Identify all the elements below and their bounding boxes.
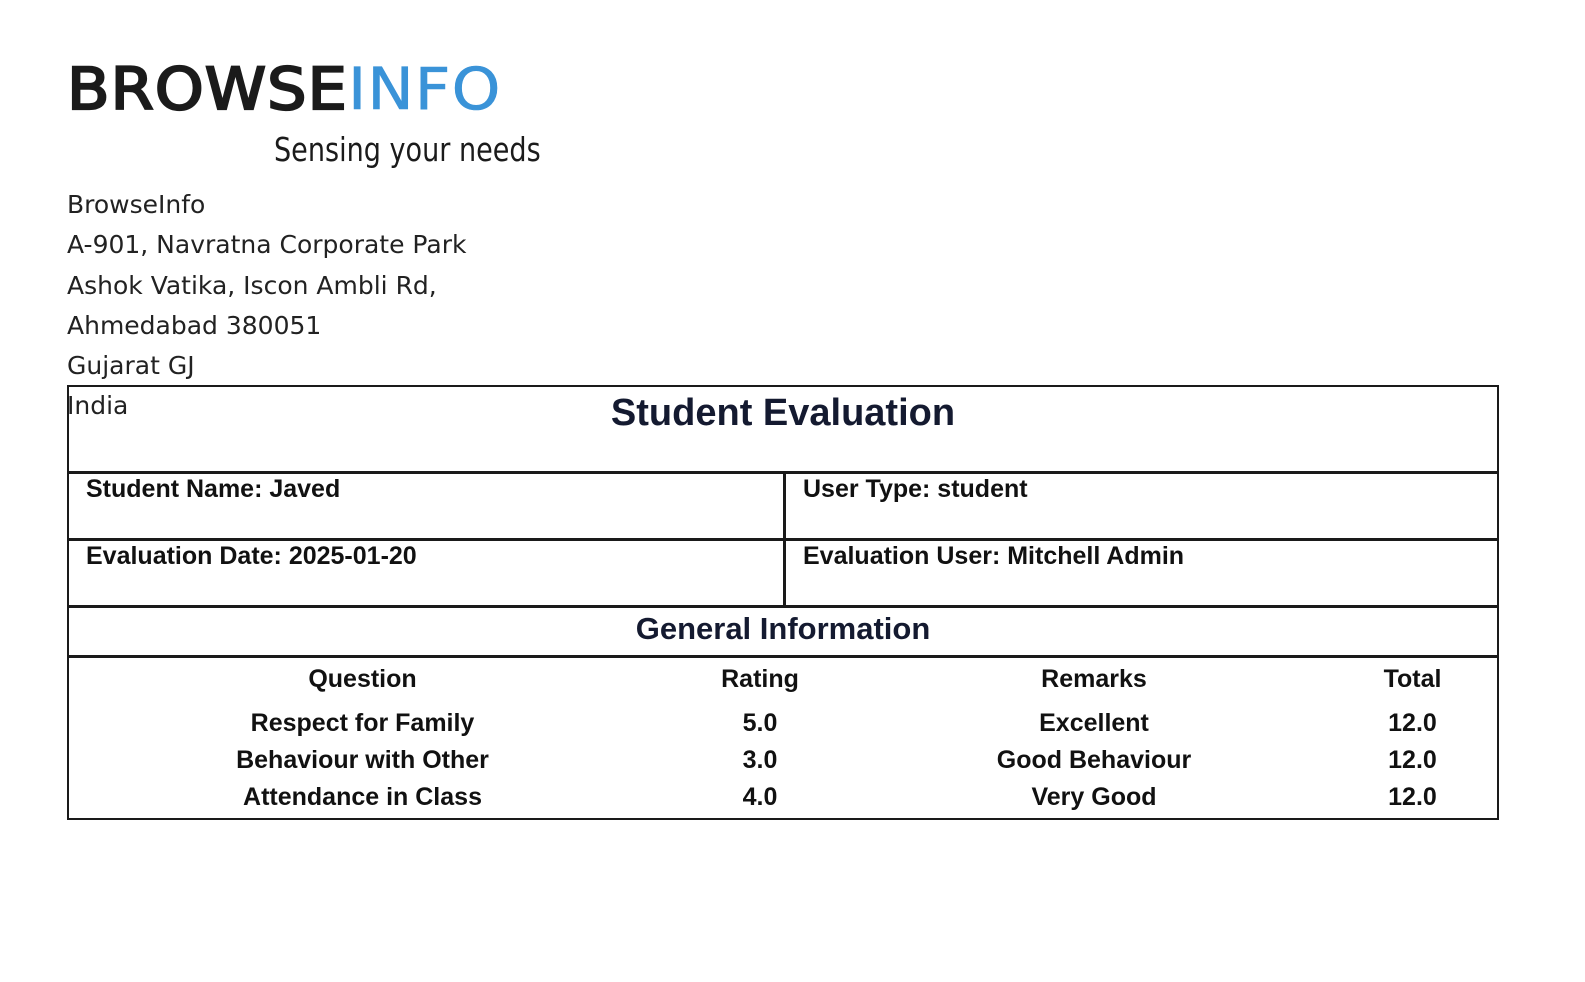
row-question: Respect for Family — [250, 709, 475, 737]
divider — [69, 605, 1497, 608]
row-remarks: Very Good — [1031, 783, 1157, 811]
logo-tagline: Sensing your needs — [274, 130, 541, 169]
evaluation-user: Evaluation User: Mitchell Admin — [803, 542, 1185, 570]
logo-wordmark — [67, 55, 502, 123]
student-name: Student Name: Javed — [86, 475, 341, 503]
company-logo — [67, 55, 541, 178]
row-total: 12.0 — [1388, 783, 1437, 811]
row-remarks: Excellent — [1039, 709, 1149, 737]
column-header-remarks: Remarks — [1041, 665, 1147, 693]
company-name: BrowseInfo — [67, 190, 206, 219]
column-header-total: Total — [1383, 665, 1442, 693]
evaluation-table — [67, 385, 1499, 820]
logo-word-accent: INFO — [347, 55, 502, 123]
row-total: 12.0 — [1388, 746, 1437, 774]
report-title: Student Evaluation — [610, 392, 956, 434]
row-remarks: Good Behaviour — [996, 746, 1192, 774]
row-question: Behaviour with Other — [236, 746, 489, 774]
logo-word-dark: BROWSE — [67, 55, 348, 123]
address-line-2: Ashok Vatika, Iscon Ambli Rd, — [67, 270, 437, 300]
row-rating: 4.0 — [742, 783, 778, 811]
column-header-rating: Rating — [721, 665, 799, 693]
section-title: General Information — [635, 611, 931, 646]
address-country: India — [67, 391, 129, 421]
evaluation-date: Evaluation Date: 2025-01-20 — [86, 542, 417, 570]
divider — [69, 538, 1497, 541]
address-state: Gujarat GJ — [67, 351, 195, 381]
column-header-question: Question — [308, 665, 417, 693]
row-question: Attendance in Class — [243, 783, 482, 811]
address-line-1: A-901, Navratna Corporate Park — [67, 230, 467, 260]
row-rating: 3.0 — [742, 746, 778, 774]
row-total: 12.0 — [1388, 709, 1437, 737]
user-type: User Type: student — [803, 475, 1028, 503]
divider — [69, 655, 1497, 658]
address-city-zip: Ahmedabad 380051 — [67, 310, 322, 340]
row-rating: 5.0 — [742, 709, 778, 737]
